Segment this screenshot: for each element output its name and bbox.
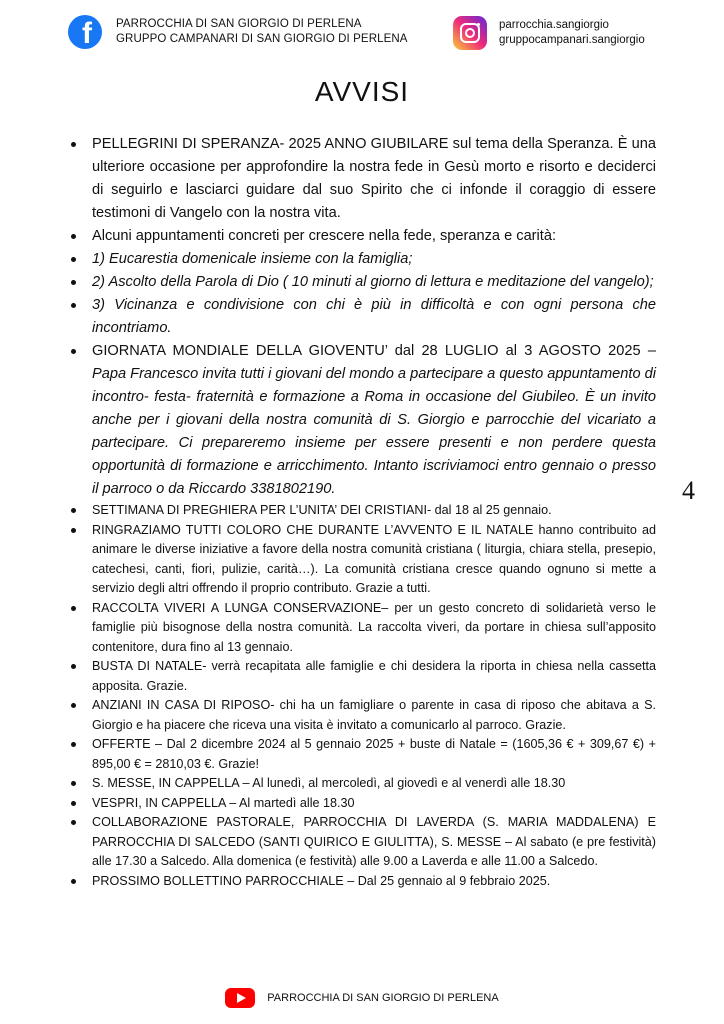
- header-instagram: [453, 16, 645, 50]
- notice-item: RINGRAZIAMO TUTTI COLORO CHE DURANTE L’AVVENTO E IL NATALE hanno contribuito ad animare le diverse iniziative a favore della nostra comunità cristiana ( liturgia, chiara stella, presepio, catechesi, canti, fiori, pulizie, carità…). La comunità cristiana cresce quando ognuno si mette a servizio degli altri offrendo il proprio contributo. Grazie a tutti.: [68, 521, 656, 599]
- notices-list: [68, 133, 656, 891]
- notice-item: OFFERTE – Dal 2 dicembre 2024 al 5 gennaio 2025 + buste di Natale = (1605,36 € + 309,67 €) + 895,00 € = 2810,03 €. Grazie!: [68, 735, 656, 774]
- notice-body: Papa Francesco invita tutti i giovani del mondo a partecipare a questo appuntamento di incontro- festa- fraternità e formazione a Roma in occasione del Giubileo. È un invito anche per i giovani della nostra comunità di S. Giorgio e parrocchie del vicariato a partecipare. Ci prepareremo insieme per essere presenti e non perdere questa opportunità di formazione e arricchimento. Intanto iscriviamoci entro gennaio o presso il parroco o da Riccardo 3381802190.: [92, 366, 656, 497]
- page-number: 4: [682, 476, 695, 505]
- youtube-icon[interactable]: [225, 988, 255, 1008]
- notice-lead: GIORNATA MONDIALE DELLA GIOVENTU’ dal 28 LUGLIO al 3 AGOSTO 2025 –: [92, 343, 656, 359]
- notice-item: COLLABORAZIONE PASTORALE, PARROCCHIA DI LAVERDA (S. MARIA MADDALENA) E PARROCCHIA DI SALCEDO (SANTI QUIRICO E GIULITTA), S. MESSE – Al sabato (e pre festività) alle 17.30 a Salcedo. Alla domenica (e festività) alle 9.00 a Laverda e alle 11.00 a Salcedo.: [68, 813, 656, 872]
- bell-ringers-group: GRUPPO CAMPANARI DI SAN GIORGIO DI PERLENA: [116, 33, 408, 45]
- notice-item: Alcuni appuntamenti concreti per crescere nella fede, speranza e carità:: [68, 225, 656, 248]
- instagram-handle-group[interactable]: gruppocampanari.sangiorgio: [499, 34, 645, 46]
- facebook-icon[interactable]: f: [68, 15, 102, 49]
- footer-text: PARROCCHIA DI SAN GIORGIO DI PERLENA: [267, 992, 499, 1004]
- notice-item: 2) Ascolto della Parola di Dio ( 10 minuti al giorno di lettura e meditazione del vangelo);: [68, 271, 656, 294]
- notice-item: ANZIANI IN CASA DI RIPOSO- chi ha un famigliare o parente in casa di riposo che abitava a S. Giorgio e ha piacere che riceva una visita è invitato a comunicarlo al parroco. Grazie.: [68, 696, 656, 735]
- notice-item: RACCOLTA VIVERI A LUNGA CONSERVAZIONE– per un gesto concreto di solidarietà verso le famiglie più bisognose della nostra comunità. La raccolta viveri, da portare in chiesa sull’apposito contenitore, dura fino al 13 gennaio.: [68, 599, 656, 658]
- notice-item: PELLEGRINI DI SPERANZA- 2025 ANNO GIUBILARE sul tema della Speranza. È una ulteriore occasione per approfondire la nostra fede in Gesù morto e risorto e deciderci di seguirlo e lasciarci guidare dal suo Spirito che ci infonde il coraggio di essere testimoni di Vangelo con la nostra vita.: [68, 133, 656, 225]
- header-right-text: [499, 18, 645, 48]
- notice-item: VESPRI, IN CAPPELLA – Al martedì alle 18.30: [68, 794, 656, 814]
- notice-item: SETTIMANA DI PREGHIERA PER L’UNITA’ DEI CRISTIANI- dal 18 al 25 gennaio.: [68, 501, 656, 521]
- notice-item: 1) Eucarestia domenicale insieme con la famiglia;: [68, 248, 656, 271]
- parish-name: PARROCCHIA DI SAN GIORGIO DI PERLENA: [116, 18, 362, 30]
- instagram-icon[interactable]: [453, 16, 487, 50]
- footer: [0, 988, 724, 1008]
- header-left-text: [116, 17, 408, 47]
- notice-item: 3) Vicinanza e condivisione con chi è più in difficoltà e con ogni persona che incontriamo.: [68, 294, 656, 340]
- instagram-handle-parish[interactable]: parrocchia.sangiorgio: [499, 19, 609, 31]
- notice-item: S. MESSE, IN CAPPELLA – Al lunedì, al mercoledì, al giovedì e al venerdì alle 18.30: [68, 774, 656, 794]
- notice-item: [68, 340, 656, 501]
- notice-item: BUSTA DI NATALE- verrà recapitata alle famiglie e chi desidera la riporta in chiesa nella cassetta apposita. Grazie.: [68, 657, 656, 696]
- notice-item: PROSSIMO BOLLETTINO PARROCCHIALE – Dal 25 gennaio al 9 febbraio 2025.: [68, 872, 656, 892]
- header-facebook: [68, 15, 408, 49]
- page-title: AVVISI: [314, 76, 410, 107]
